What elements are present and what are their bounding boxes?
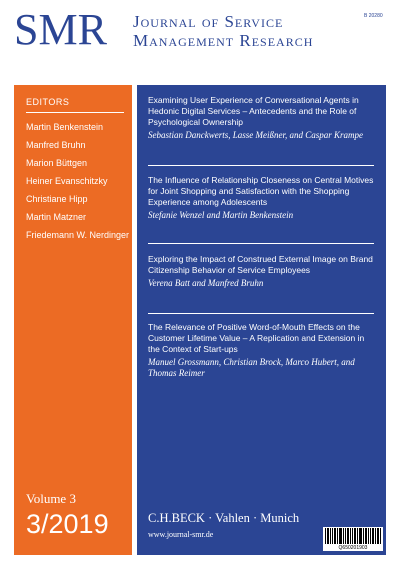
article-authors: Sebastian Danckwerts, Lasse Meißner, and Caspar Krampe	[148, 130, 363, 140]
editor-name: Marion Büttgen	[26, 158, 88, 168]
issue-number: 3/2019	[26, 509, 109, 539]
articles-panel	[137, 85, 386, 555]
editors-list	[26, 122, 130, 248]
journal-title-line2: Management Research	[133, 31, 314, 50]
editor-name: Heiner Evanschitzky	[26, 176, 108, 186]
article-title: Exploring the Impact of Construed External Image on Brand Citizenship Behavior of Service Employees	[148, 254, 373, 275]
article-authors: Stefanie Wenzel and Martin Benkenstein	[148, 210, 294, 220]
journal-title-line1: Journal of Service	[133, 12, 284, 31]
editor-name: Manfred Bruhn	[26, 140, 86, 150]
barcode-icon	[323, 527, 383, 545]
article-divider	[148, 165, 374, 166]
editor-name: Martin Matzner	[26, 212, 87, 222]
journal-logo: SMR	[14, 5, 107, 54]
editors-label: EDITORS	[26, 97, 70, 107]
journal-code: B 20280	[364, 13, 383, 19]
volume-label: Volume 3	[26, 491, 76, 506]
article-title: The Relevance of Positive Word-of-Mouth Effects on the Customer Lifetime Value – A Replication and Extension in the Context of Start-ups	[148, 322, 365, 354]
editor-name: Friedemann W. Nerdinger	[26, 230, 130, 240]
article-4	[148, 322, 374, 379]
editor-name: Christiane Hipp	[26, 194, 88, 204]
editors-divider	[26, 112, 124, 113]
publisher-name: C.H.BECK · Vahlen · Munich	[148, 511, 300, 525]
article-2	[148, 175, 374, 221]
editor-name: Martin Benkenstein	[26, 122, 104, 132]
article-authors: Manuel Grossmann, Christian Brock, Marco Hubert, and Thomas Reimer	[148, 357, 355, 378]
article-1	[148, 95, 374, 141]
barcode-number: Q650201903	[323, 545, 383, 551]
article-title: Examining User Experience of Conversational Agents in Hedonic Digital Services – Antecedents and the Role of Psychological Ownership	[148, 95, 359, 127]
article-divider	[148, 243, 374, 244]
article-3	[148, 254, 374, 289]
journal-url: www.journal-smr.de	[148, 530, 214, 539]
article-authors: Verena Batt and Manfred Bruhn	[148, 278, 264, 288]
article-divider	[148, 313, 374, 314]
article-title: The Influence of Relationship Closeness on Central Motives for Joint Shopping and Satisfaction with the Shopping Experience among Adolescents	[148, 175, 374, 207]
